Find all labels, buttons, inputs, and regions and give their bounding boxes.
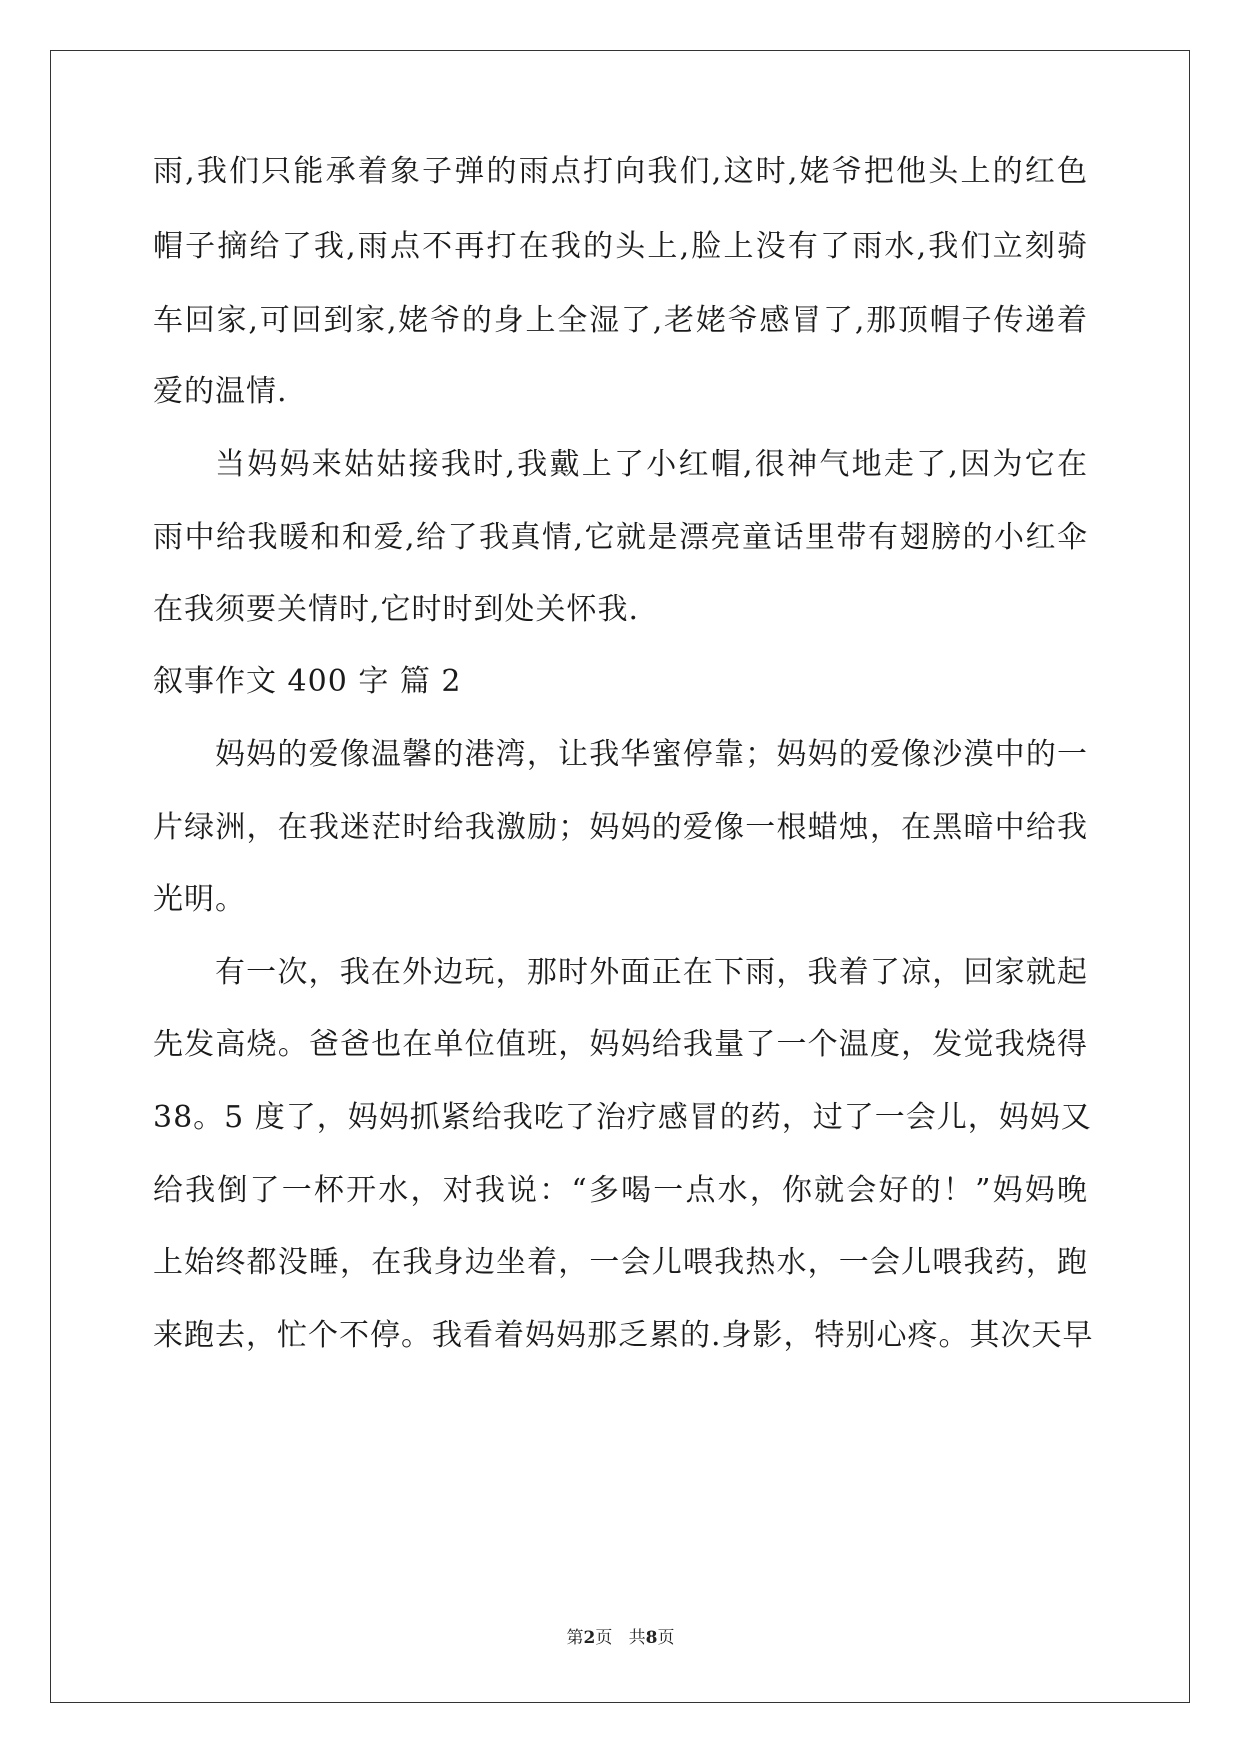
text-line: 来跑去，忙个不停。我看着妈妈那乏累的.身影，特别心疼。其次天早 <box>153 1318 1094 1353</box>
text-line: 上始终都没睡，在我身边坐着，一会儿喂我热水，一会儿喂我药，跑 <box>153 1245 1088 1280</box>
total-prefix: 共 <box>628 1628 646 1648</box>
text-line: 先发高烧。爸爸也在单位值班，妈妈给我量了一个温度，发觉我烧得 <box>153 1027 1088 1062</box>
page-total: 8 <box>645 1628 658 1648</box>
page-current: 2 <box>583 1628 596 1648</box>
page-prefix: 第 <box>566 1628 584 1648</box>
text-line: 雨,我们只能承着象子弹的雨点打向我们,这时,姥爷把他头上的红色 <box>153 154 1088 189</box>
text-line: 光明。 <box>153 882 246 917</box>
paragraph-first-line: 妈妈的爱像温馨的港湾，让我华蜜停靠；妈妈的爱像沙漠中的一 <box>215 737 1088 772</box>
text-line: 帽子摘给了我,雨点不再打在我的头上,脸上没有了雨水,我们立刻骑 <box>153 229 1088 264</box>
page-border <box>50 50 1190 1703</box>
total-suffix: 页 <box>657 1628 675 1648</box>
text-line: 片绿洲，在我迷茫时给我激励；妈妈的爱像一根蜡烛，在黑暗中给我 <box>153 810 1088 845</box>
text-line: 给我倒了一杯开水，对我说：“多喝一点水，你就会好的！”妈妈晚 <box>153 1173 1088 1208</box>
section-heading: 叙事作文 400 字 篇 2 <box>153 664 462 699</box>
text-line: 车回家,可回到家,姥爷的身上全湿了,老姥爷感冒了,那顶帽子传递着 <box>153 303 1088 338</box>
text-line: 38。5 度了，妈妈抓紧给我吃了治疗感冒的药，过了一会儿，妈妈又 <box>153 1100 1092 1135</box>
text-line: 爱的温情. <box>153 374 288 409</box>
page-suffix: 页 <box>595 1628 613 1648</box>
paragraph-first-line: 有一次，我在外边玩，那时外面正在下雨，我着了凉，回家就起 <box>215 955 1088 990</box>
page-footer <box>0 1626 1241 1650</box>
text-line: 在我须要关情时,它时时到处关怀我. <box>153 592 640 627</box>
text-line: 雨中给我暖和和爱,给了我真情,它就是漂亮童话里带有翅膀的小红伞 <box>153 520 1088 555</box>
paragraph-first-line: 当妈妈来姑姑接我时,我戴上了小红帽,很神气地走了,因为它在 <box>215 447 1088 482</box>
